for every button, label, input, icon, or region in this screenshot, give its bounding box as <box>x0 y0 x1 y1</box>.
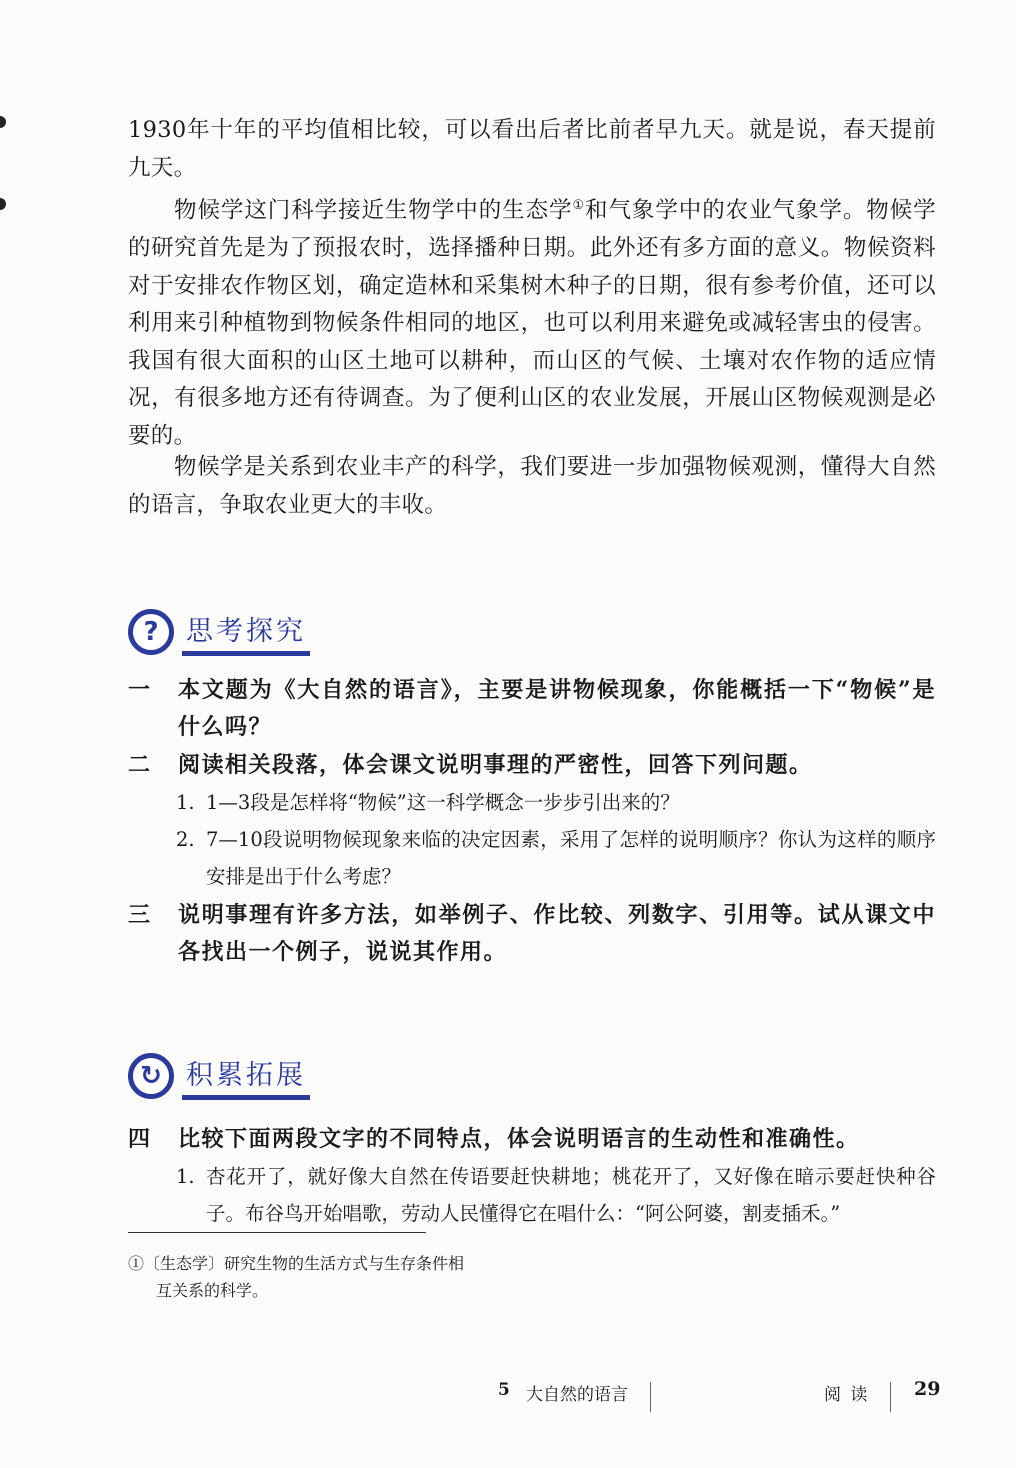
question-text: 本文题为《大自然的语言》，主要是讲物候现象，你能概括一下“物候”是什么吗？ <box>178 677 936 740</box>
section-header-think <box>128 602 306 662</box>
page-number: 29 <box>914 1378 941 1400</box>
subquestion-text: 7—10段说明物候现象来临的决定因素，采用了怎样的说明顺序？你认为这样的顺序安排是出于什么考虑？ <box>206 828 936 888</box>
section-underline <box>182 1095 310 1100</box>
subquestion-number: 1. <box>176 1165 195 1188</box>
subquestion-number: 2. <box>176 828 195 851</box>
question-icon: ? <box>128 609 174 655</box>
footer-category: 阅 读 <box>824 1385 870 1405</box>
subquestion-item <box>176 1158 936 1232</box>
question-number: 三 <box>128 902 152 928</box>
section-header-extend <box>128 1046 306 1106</box>
question-item <box>128 897 936 971</box>
question-item <box>128 747 936 784</box>
refresh-arrow-icon: ↻ <box>128 1053 174 1099</box>
lesson-number: 5 <box>498 1380 510 1400</box>
footnote-line-1: ①〔生态学〕研究生物的生活方式与生存条件相 <box>128 1254 465 1273</box>
binding-mark <box>0 116 6 128</box>
footer-divider <box>890 1382 891 1412</box>
section-title-wrap <box>186 1053 306 1100</box>
question-number: 一 <box>128 677 152 703</box>
footnote <box>128 1250 548 1304</box>
section-title-wrap <box>186 609 306 656</box>
footnote-rule <box>128 1232 426 1233</box>
lesson-title: 大自然的语言 <box>526 1385 628 1405</box>
body-paragraph-2 <box>128 187 936 455</box>
body-paragraph-2-rest: 和气象学中的农业气象学。物候学的研究首先是为了预报农时，选择播种日期。此外还有多方面的意义。物候资料对于安排农作物区划，确定造林和采集树木种子的日期，很有参考价值，还可以利用来引种植物到物候条件相同的地区，也可以利用来避免或减轻害虫的侵害。我国有很大面积的山区土地可以耕种，而山区的气候、土壤对农作物的适应情况，有很多地方还有待调查。为了便利山区的农业发展，开展山区物候观测是必要的。 <box>128 197 936 449</box>
subquestion-text: 1—3段是怎样将“物候”这一科学概念一步步引出来的？ <box>206 791 680 814</box>
body-paragraph-2-start: 物候学这门科学接近生物学中的生态学 <box>174 197 573 224</box>
footer-divider <box>650 1382 651 1412</box>
footnote-ref[interactable]: ① <box>572 198 586 213</box>
question-text: 比较下面两段文字的不同特点，体会说明语言的生动性和准确性。 <box>178 1126 860 1152</box>
question-number: 二 <box>128 752 152 778</box>
footnote-line-2: 互关系的科学。 <box>156 1281 269 1300</box>
question-number: 四 <box>128 1126 152 1152</box>
subquestion-text: 杏花开了，就好像大自然在传语要赶快耕地；桃花开了，又好像在暗示要赶快种谷子。布谷鸟开始唱歌，劳动人民懂得它在唱什么：“阿公阿婆，割麦插禾。” <box>206 1165 936 1225</box>
section-title: 思考探究 <box>186 615 306 647</box>
subquestion-item <box>176 784 936 821</box>
binding-mark <box>0 198 6 210</box>
subquestion-number: 1. <box>176 791 195 814</box>
question-item <box>128 672 936 746</box>
section-underline <box>182 651 310 656</box>
body-paragraph-3: 物候学是关系到农业丰产的科学，我们要进一步加强物候观测，懂得大自然的语言，争取农业更大的丰收。 <box>128 454 936 518</box>
question-item <box>128 1121 936 1158</box>
question-text: 阅读相关段落，体会课文说明事理的严密性，回答下列问题。 <box>178 752 813 778</box>
section-title: 积累拓展 <box>186 1059 306 1091</box>
body-paragraph-1: 1930年十年的平均值相比较，可以看出后者比前者早九天。就是说，春天提前九天。 <box>128 117 936 181</box>
question-text: 说明事理有许多方法，如举例子、作比较、列数字、引用等。试从课文中各找出一个例子，说说其作用。 <box>178 902 936 965</box>
subquestion-item <box>176 821 936 895</box>
